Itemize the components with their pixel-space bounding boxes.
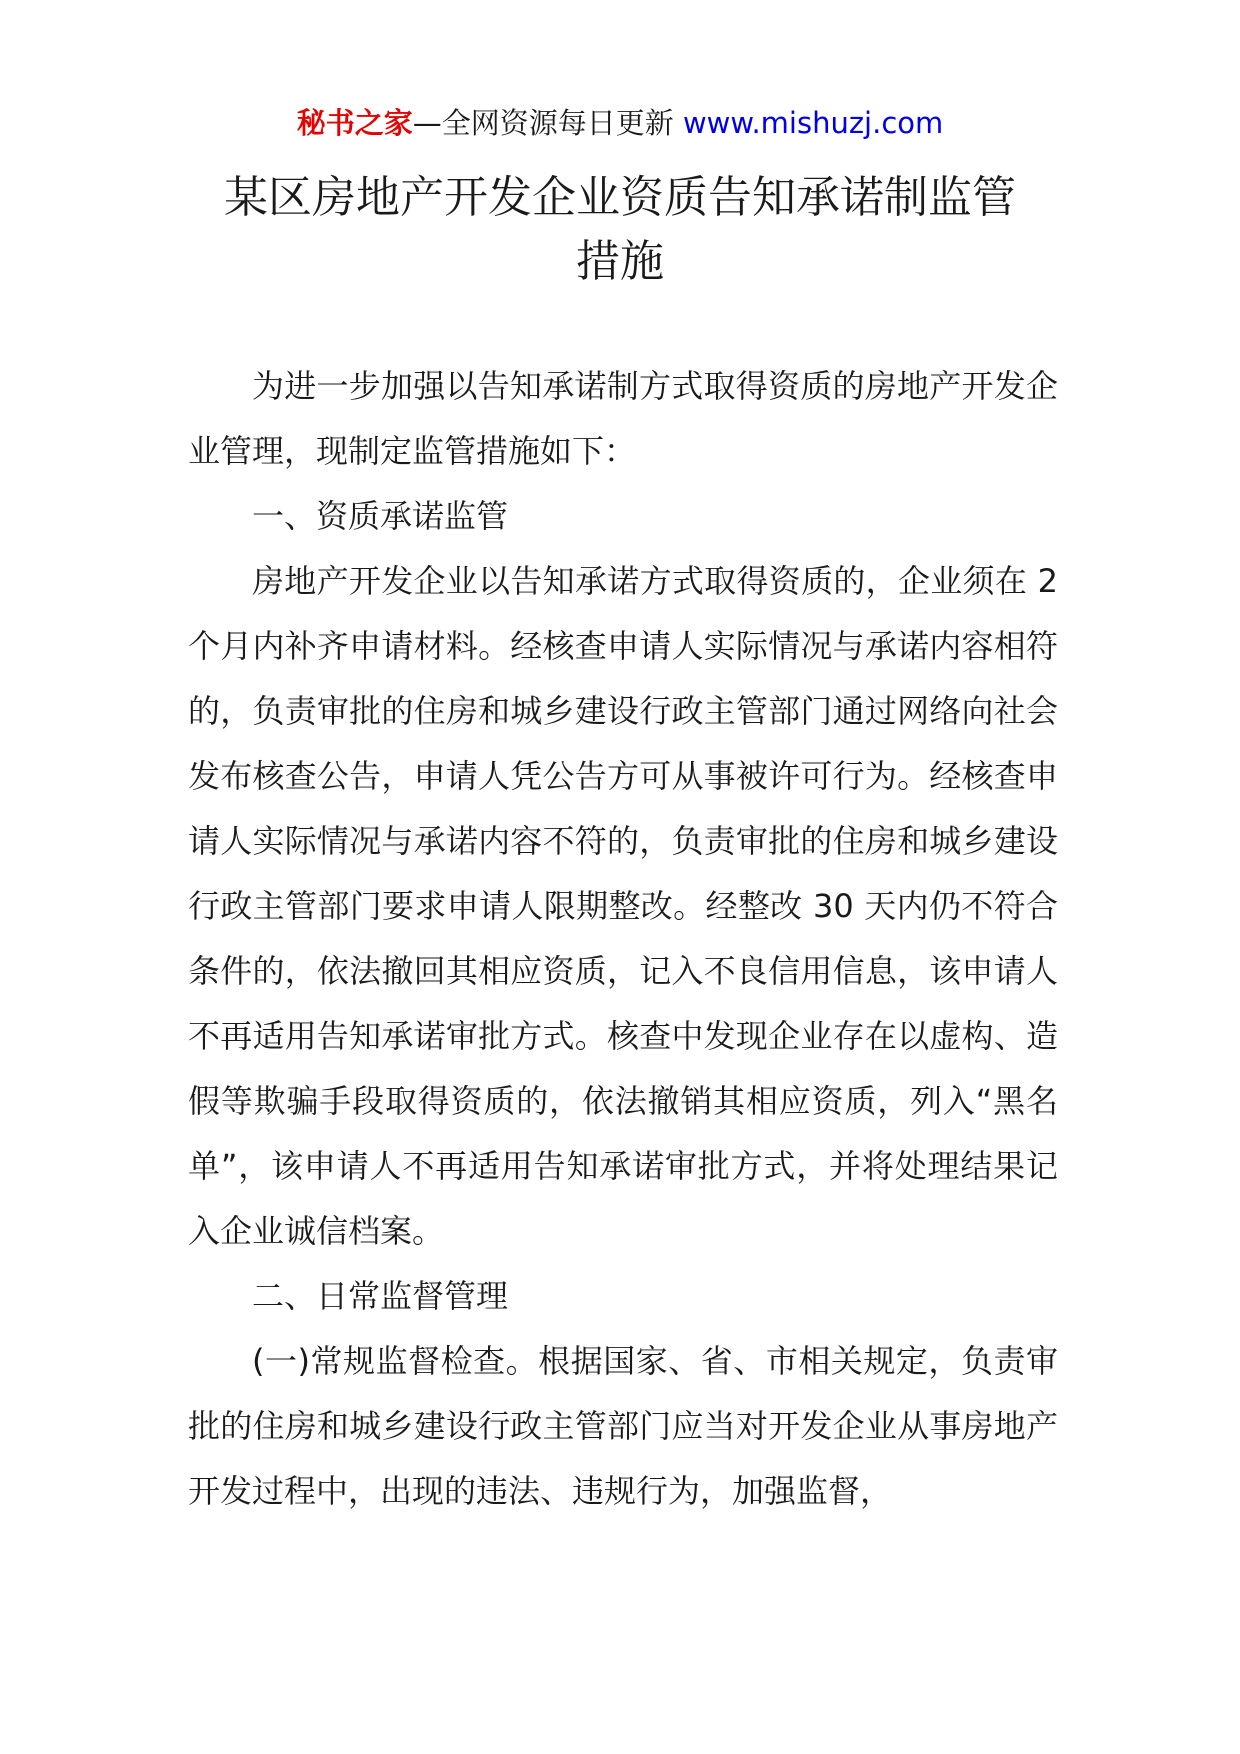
intro-paragraph: 为进一步加强以告知承诺制方式取得资质的房地产开发企业管理，现制定监管措施如下：: [188, 367, 1058, 470]
body-paragraph: (一)常规监督检查。根据国家、省、市相关规定，负责审批的住房和城乡建设行政主管部门应当对开发企业从事房地产开发过程中，出现的违法、违规行为，加强监督，: [188, 1342, 1058, 1510]
header-tagline: —全网资源每日更新: [412, 106, 674, 140]
section-heading-2: 二、日常监督管理: [252, 1277, 509, 1315]
brand-name: 秘书之家: [296, 106, 413, 140]
title-line-2: 措施: [576, 236, 664, 287]
body-paragraph: 房地产开发企业以告知承诺方式取得资质的，企业须在 2 个月内补齐申请材料。经核查申请人实际情况与承诺内容相符的，负责审批的住房和城乡建设行政主管部门通过网络向社会发布核查公告，申请人凭公告方可从事被许可行为。经核查申请人实际情况与承诺内容不符的，负责审批的住房和城乡建设行政主管部门要求申请人限期整改。经整改 30 天内仍不符合条件的，依法撤回其相应资质，记入不良信用信息，该申请人不再适用告知承诺审批方式。核查中发现企业存在以虚构、造假等欺骗手段取得资质的，依法撤销其相应资质，列入“黑名单”，该申请人不再适用告知承诺审批方式，并将处理结果记入企业诚信档案。: [188, 562, 1058, 1250]
title-line-1: 某区房地产开发企业资质告知承诺制监管: [224, 172, 1016, 223]
site-header: [0, 103, 1240, 143]
section-heading-1: 一、资质承诺监管: [252, 497, 509, 535]
document-body: [188, 354, 1058, 1524]
site-url-link[interactable]: www.mishuzj.com: [682, 106, 944, 140]
document-title: [150, 166, 1090, 294]
